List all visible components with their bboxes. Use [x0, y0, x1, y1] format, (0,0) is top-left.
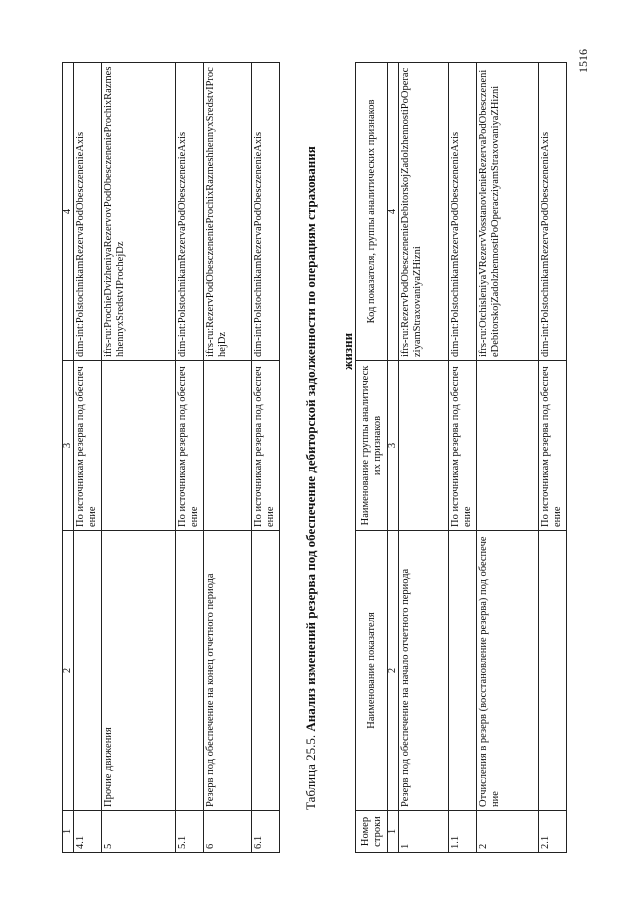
header-indicator-name: Наименование показателя — [356, 531, 388, 811]
row-group — [399, 361, 449, 531]
row-number: 2 — [477, 811, 539, 853]
row-number: 1 — [399, 811, 449, 853]
row-name — [252, 531, 280, 811]
row-code: ifrs-ru:OtchisleniyaVRezervVosstanovlenieRezervaPodObesczenenieDebitorskojZadolzhennostiPoOperacziyamStraxovaniyaZHizni — [477, 63, 539, 361]
row-number: 6 — [204, 811, 252, 853]
column-number-row — [388, 63, 399, 853]
header-row-number: Номер строки — [356, 811, 388, 853]
table-row — [74, 63, 102, 853]
row-name — [74, 531, 102, 811]
table-continued — [62, 62, 280, 853]
header-row — [356, 63, 388, 853]
row-group: По источникам резерва под обеспечение — [176, 361, 204, 531]
row-name — [449, 531, 477, 811]
row-number: 4.1 — [74, 811, 102, 853]
table-row — [176, 63, 204, 853]
colnum-1: 1 — [63, 811, 74, 853]
table-row — [252, 63, 280, 853]
row-name: Резерв под обеспечение на начало отчетного периода — [399, 531, 449, 811]
colnum-4: 4 — [388, 63, 399, 361]
table-row — [539, 63, 567, 853]
row-group: По источникам резерва под обеспечение — [449, 361, 477, 531]
row-group: По источникам резерва под обеспечение — [539, 361, 567, 531]
row-code: ifrs-ru:ProchieDvizheniyaRezervovPodObesczenenieProchixRazmeshhennyxSredstvIProchejDz — [102, 63, 176, 361]
row-group: По источникам резерва под обеспечение — [74, 361, 102, 531]
table-row — [204, 63, 252, 853]
row-name — [176, 531, 204, 811]
colnum-3: 3 — [388, 361, 399, 531]
row-group — [102, 361, 176, 531]
table-row — [399, 63, 449, 853]
row-code: dim-int:PolstochnikamRezervaPodObesczenenieAxis — [252, 63, 280, 361]
table-label: Таблица 25.5. — [303, 734, 318, 810]
colnum-2: 2 — [388, 531, 399, 811]
row-number: 5.1 — [176, 811, 204, 853]
row-name: Резерв под обеспечение на конец отчетного периода — [204, 531, 252, 811]
column-number-row — [63, 63, 74, 853]
row-group: По источникам резерва под обеспечение — [252, 361, 280, 531]
colnum-3: 3 — [63, 361, 74, 531]
row-group — [477, 361, 539, 531]
row-code: ifrs-ru:RezervPodObesczenenieProchixRazmeshhennyxSredstvIProchejDz — [204, 63, 252, 361]
row-code: dim-int:PolstochnikamRezervaPodObesczenenieAxis — [539, 63, 567, 361]
table-row — [102, 63, 176, 853]
row-name — [539, 531, 567, 811]
header-code: Код показателя, группы аналитических признаков — [356, 63, 388, 361]
table-receivables-reserve — [355, 62, 567, 853]
row-number: 5 — [102, 811, 176, 853]
colnum-1: 1 — [388, 811, 399, 853]
colnum-2: 2 — [63, 531, 74, 811]
table-row — [477, 63, 539, 853]
row-code: dim-int:PolstochnikamRezervaPodObesczenenieAxis — [74, 63, 102, 361]
row-name: Прочие движения — [102, 531, 176, 811]
table-row — [449, 63, 477, 853]
row-number: 6.1 — [252, 811, 280, 853]
row-number: 2.1 — [539, 811, 567, 853]
row-name: Отчисления в резерв (восстановление резерва) под обеспечение — [477, 531, 539, 811]
row-code: dim-int:PolstochnikamRezervaPodObesczenenieAxis — [176, 63, 204, 361]
page-number: 1516 — [576, 49, 590, 73]
table-title: Анализ изменений резерва под обеспечение дебиторской задолженности по операциям страхования — [303, 146, 318, 732]
row-group — [204, 361, 252, 531]
row-code: dim-int:PolstochnikamRezervaPodObesczenenieAxis — [449, 63, 477, 361]
table-title-continuation: жизни — [340, 332, 355, 370]
colnum-4: 4 — [63, 63, 74, 361]
header-group-name: Наименование группы аналитических признаков — [356, 361, 388, 531]
row-number: 1.1 — [449, 811, 477, 853]
row-code: ifrs-ru:RezervPodObesczenenieDebitorskojZadolzhennostiPoOperacziyamStraxovaniyaZHizni — [399, 63, 449, 361]
table-caption — [303, 30, 355, 810]
